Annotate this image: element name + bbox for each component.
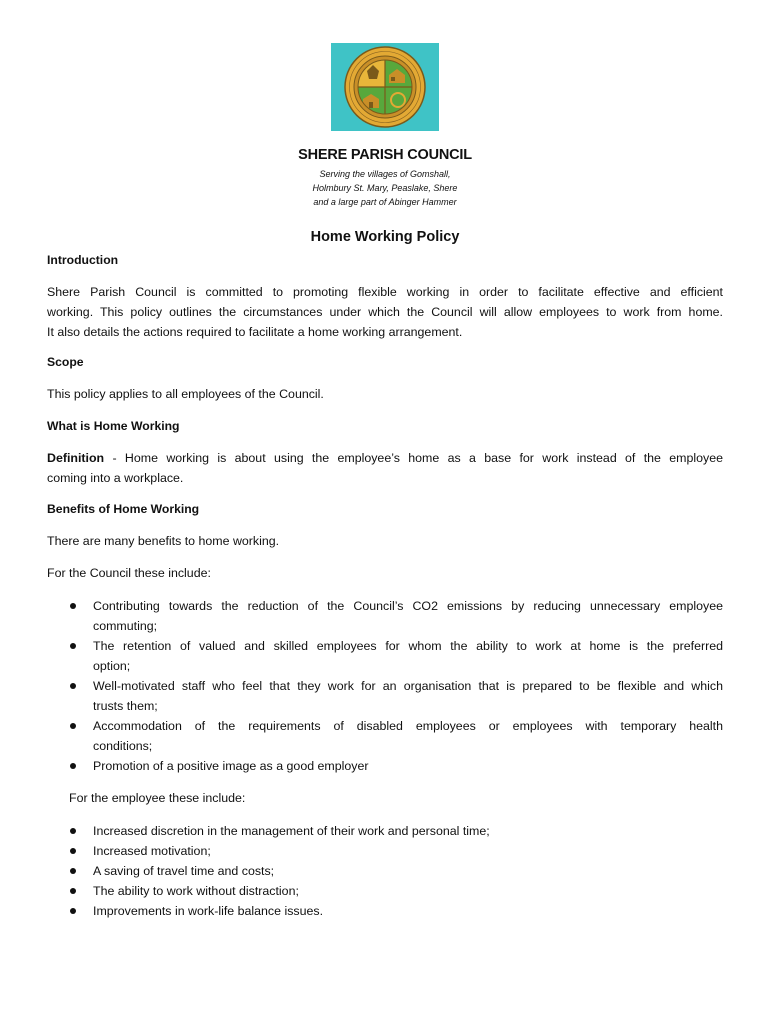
bullet-icon bbox=[70, 723, 76, 729]
list-item: Improvements in work-life balance issues. bbox=[93, 904, 324, 918]
scope-text: This policy applies to all employees of the Council. bbox=[47, 387, 324, 401]
benefits-intro: There are many benefits to home working. bbox=[47, 534, 280, 548]
definition-text: - Home working is about using the employee’s home as a base for work instead of the employee bbox=[104, 451, 723, 465]
bullet-icon bbox=[70, 908, 76, 914]
list-item: The ability to work without distraction; bbox=[93, 884, 299, 898]
list-item-line: Promotion of a positive image as a good employer bbox=[93, 759, 369, 773]
council-crest-icon bbox=[331, 43, 439, 131]
subtitle-line: Serving the villages of Gomshall, bbox=[319, 169, 451, 179]
list-item: Increased discretion in the management of their work and personal time; bbox=[93, 824, 490, 838]
list-item bbox=[93, 596, 723, 636]
council-logo bbox=[331, 43, 439, 131]
list-item bbox=[93, 756, 723, 776]
paragraph-line bbox=[47, 448, 723, 468]
introduction-paragraph bbox=[47, 282, 723, 342]
definition-label: Definition bbox=[47, 451, 105, 465]
benefits-heading: Benefits of Home Working bbox=[47, 502, 200, 516]
bullet-icon bbox=[70, 603, 76, 609]
list-item-line: option; bbox=[93, 659, 131, 673]
organization-title: SHERE PARISH COUNCIL bbox=[298, 147, 472, 163]
list-item-line: Accommodation of the requirements of disabled employees or employees with temporary health bbox=[93, 719, 723, 733]
list-item bbox=[93, 676, 723, 716]
list-item: Increased motivation; bbox=[93, 844, 211, 858]
list-item-line: Contributing towards the reduction of the Council’s CO2 emissions by reducing unnecessary employee bbox=[93, 599, 723, 613]
council-benefits-intro: For the Council these include: bbox=[47, 566, 211, 580]
list-item-line: trusts them; bbox=[93, 699, 158, 713]
bullet-icon bbox=[70, 888, 76, 894]
list-item-line: conditions; bbox=[93, 739, 153, 753]
paragraph-line: It also details the actions required to facilitate a home working arrangement. bbox=[47, 325, 463, 339]
list-item-line: The retention of valued and skilled employees for whom the ability to work at home is the preferred bbox=[93, 639, 723, 653]
list-item: A saving of travel time and costs; bbox=[93, 864, 275, 878]
subtitle-line: and a large part of Abinger Hammer bbox=[313, 197, 457, 207]
what-is-heading: What is Home Working bbox=[47, 419, 180, 433]
bullet-icon bbox=[70, 868, 76, 874]
scope-heading: Scope bbox=[47, 355, 84, 369]
list-item bbox=[93, 636, 723, 676]
bullet-icon bbox=[70, 828, 76, 834]
bullet-icon bbox=[70, 848, 76, 854]
paragraph-line: working. This policy outlines the circumstances under which the Council will allow employees to work from home. bbox=[47, 305, 723, 319]
subtitle-line: Holmbury St. Mary, Peaslake, Shere bbox=[312, 183, 458, 193]
list-item-line: commuting; bbox=[93, 619, 158, 633]
list-item-line: Well-motivated staff who feel that they work for an organisation that is prepared to be flexible and which bbox=[93, 679, 723, 693]
definition-paragraph bbox=[47, 448, 723, 488]
list-item bbox=[93, 716, 723, 756]
bullet-icon bbox=[70, 643, 76, 649]
bullet-icon bbox=[70, 763, 76, 769]
paragraph-line: Shere Parish Council is committed to promoting flexible working in order to facilitate effective and efficient bbox=[47, 285, 723, 299]
introduction-heading: Introduction bbox=[47, 253, 119, 267]
bullet-icon bbox=[70, 683, 76, 689]
employee-benefits-intro: For the employee these include: bbox=[69, 791, 246, 805]
paragraph-line: coming into a workplace. bbox=[47, 471, 184, 485]
document-title: Home Working Policy bbox=[310, 229, 460, 245]
